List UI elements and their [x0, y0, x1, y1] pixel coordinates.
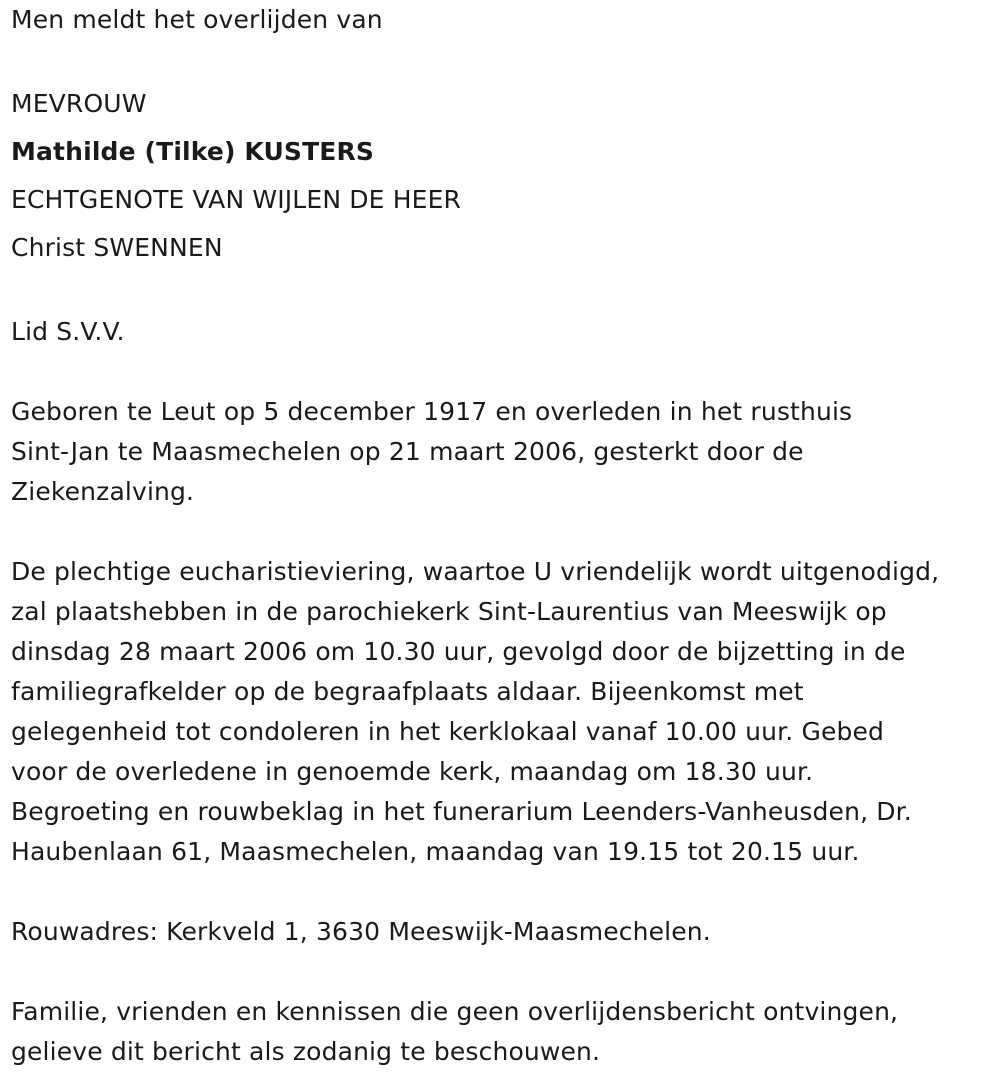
paragraph-line: Geboren te Leut op 5 december 1917 en overleden in het rusthuis [11, 397, 853, 426]
address-line: Rouwadres: Kerkveld 1, 3630 Meeswijk-Maasmechelen. [11, 917, 711, 946]
paragraph-line: Familie, vrienden en kennissen die geen overlijdensbericht ontvingen, [11, 997, 899, 1026]
paragraph-line: familiegrafkelder op de begraafplaats aldaar. Bijeenkomst met [11, 677, 804, 706]
ceremony-paragraph [11, 552, 996, 872]
title-line: MEVROUW [11, 89, 147, 118]
spacer [11, 512, 996, 552]
spacer [11, 872, 996, 912]
paragraph-line: De plechtige eucharistieviering, waartoe U vriendelijk wordt uitgenodigd, [11, 557, 940, 586]
obituary-notice [11, 0, 996, 1072]
spacer [11, 40, 996, 80]
closing-paragraph [11, 992, 996, 1072]
membership-line: Lid S.V.V. [11, 317, 125, 346]
paragraph-line: voor de overledene in genoemde kerk, maandag om 18.30 uur. [11, 757, 814, 786]
spouse-name: Christ SWENNEN [11, 233, 223, 262]
relation-line: ECHTGENOTE VAN WIJLEN DE HEER [11, 185, 462, 214]
paragraph-line: Haubenlaan 61, Maasmechelen, maandag van 19.15 tot 20.15 uur. [11, 837, 860, 866]
paragraph-line: dinsdag 28 maart 2006 om 10.30 uur, gevolgd door de bijzetting in de [11, 637, 906, 666]
paragraph-line: gelegenheid tot condoleren in het kerklokaal vanaf 10.00 uur. Gebed [11, 717, 885, 746]
spacer [11, 352, 996, 392]
deceased-name: Mathilde (Tilke) KUSTERS [11, 137, 375, 166]
intro-line: Men meldt het overlijden van [11, 5, 383, 34]
paragraph-line: Sint-Jan te Maasmechelen op 21 maart 2006, gesterkt door de [11, 437, 804, 466]
birth-death-paragraph [11, 392, 996, 512]
paragraph-line: Ziekenzalving. [11, 477, 195, 506]
spacer [11, 952, 996, 992]
spacer [11, 272, 996, 312]
paragraph-line: Begroeting en rouwbeklag in het funerarium Leenders-Vanheusden, Dr. [11, 797, 912, 826]
paragraph-line: zal plaatshebben in de parochiekerk Sint-Laurentius van Meeswijk op [11, 597, 887, 626]
paragraph-line: gelieve dit bericht als zodanig te beschouwen. [11, 1037, 601, 1066]
